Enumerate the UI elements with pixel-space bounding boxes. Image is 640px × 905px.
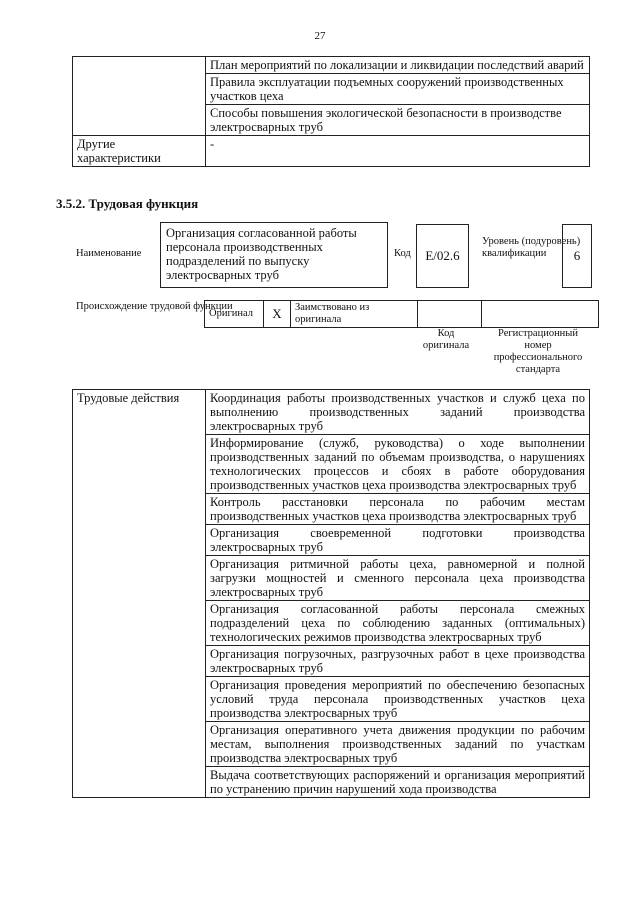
function-name: Организация согласованной работы персонала производственных подразделений по выпуску электросварных труб (160, 222, 388, 288)
section-title: 3.5.2. Трудовая функция (56, 196, 199, 211)
labor-action-item: Организация оперативного учета движения продукции по рабочим местам, выполнения производственных заданий по участкам производства электросварных труб (206, 722, 590, 767)
origin-label: Происхождение трудовой функции (76, 301, 233, 312)
reg-number-caption: Регистрационный номер профессионального стандарта (493, 328, 583, 375)
function-code: E/02.6 (416, 224, 469, 288)
labor-action-item: Контроль расстановки персонала по рабочим местам производственных участков цеха производства электросварных труб (206, 494, 590, 525)
origin-table (204, 300, 599, 328)
other-characteristics-label: Другие характеристики (73, 136, 206, 167)
labor-action-item: Организация своевременной подготовки производства электросварных труб (206, 525, 590, 556)
name-label: Наименование (76, 248, 142, 259)
labor-action-item: Координация работы производственных участков и служб цеха по выполнению производственных заданий производства электросварных труб (206, 390, 590, 435)
original-label: Оригинал (205, 301, 264, 328)
table-cell-label (73, 57, 206, 136)
borrowed-label: Заимствовано из оригинала (291, 301, 418, 328)
function-level: 6 (562, 224, 592, 288)
knowledge-table (72, 56, 590, 167)
table-cell-text: План мероприятий по локализации и ликвидации последствий аварий (206, 57, 590, 74)
other-characteristics-value: - (206, 136, 590, 167)
code-label: Код (394, 248, 411, 259)
labor-action-item: Выдача соответствующих распоряжений и организация мероприятий по устранению причин нарушений хода производства (206, 767, 590, 798)
labor-action-item: Организация согласованной работы персонала смежных подразделений цеха по соблюдению заданных (оптимальных) технологических режимов производства электросварных труб (206, 601, 590, 646)
level-label: Уровень (подуровень) квалификации (482, 236, 581, 259)
labor-action-item: Организация ритмичной работы цеха, равномерной и полной загрузки мощностей и сменного персонала цеха производства электросварных труб (206, 556, 590, 601)
original-code-caption: Код оригинала (422, 328, 470, 351)
labor-action-item: Организация проведения мероприятий по обеспечению безопасных условий труда персонала производственных участков цеха производства электросварных труб (206, 677, 590, 722)
labor-actions-table (72, 389, 590, 798)
labor-action-item: Организация погрузочных, разгрузочных работ в цехе производства электросварных труб (206, 646, 590, 677)
table-row (73, 390, 590, 435)
table-row (73, 57, 590, 74)
table-cell-text: Способы повышения экологической безопасности в производстве электросварных труб (206, 105, 590, 136)
table-row (73, 136, 590, 167)
page-number: 27 (314, 30, 326, 42)
original-code-cell (418, 301, 482, 328)
original-mark: X (264, 301, 291, 328)
table-cell-text: Правила эксплуатации подъемных сооружений производственных участков цеха (206, 74, 590, 105)
table-row (205, 301, 599, 328)
labor-action-item: Информирование (служб, руководства) о ходе выполнении производственных заданий по объемам производства, о нарушениях технологических процессов и сбоях в работе оборудования производственных участков цеха производства электросварных труб (206, 435, 590, 494)
reg-number-cell (482, 301, 599, 328)
labor-actions-label: Трудовые действия (73, 390, 206, 798)
